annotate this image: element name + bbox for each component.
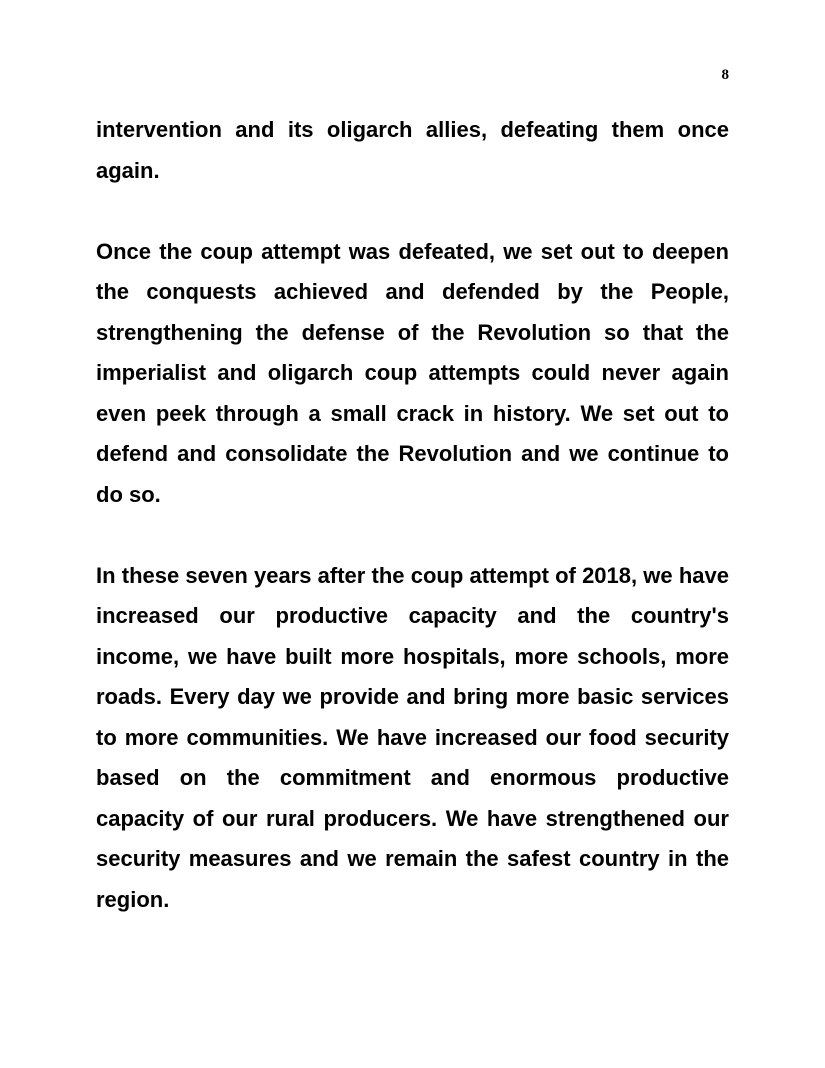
- document-body: [96, 110, 729, 920]
- page-number: 8: [721, 67, 729, 83]
- paragraph-3: In these seven years after the coup attempt of 2018, we have increased our productive capacity and the country's income, we have built more hospitals, more schools, more roads. Every day we provide and bring more basic services to more communities. We have increased our food security based on the commitment and enormous productive capacity of our rural producers. We have strengthened our security measures and we remain the safest country in the region.: [96, 562, 729, 912]
- paragraph-1: intervention and its oligarch allies, defeating them once again.: [96, 117, 729, 183]
- paragraph-2: Once the coup attempt was defeated, we set out to deepen the conquests achieved and defended by the People, strengthening the defense of the Revolution so that the imperialist and oligarch coup attempts could never again even peek through a small crack in history. We set out to defend and consolidate the Revolution and we continue to do so.: [96, 238, 729, 507]
